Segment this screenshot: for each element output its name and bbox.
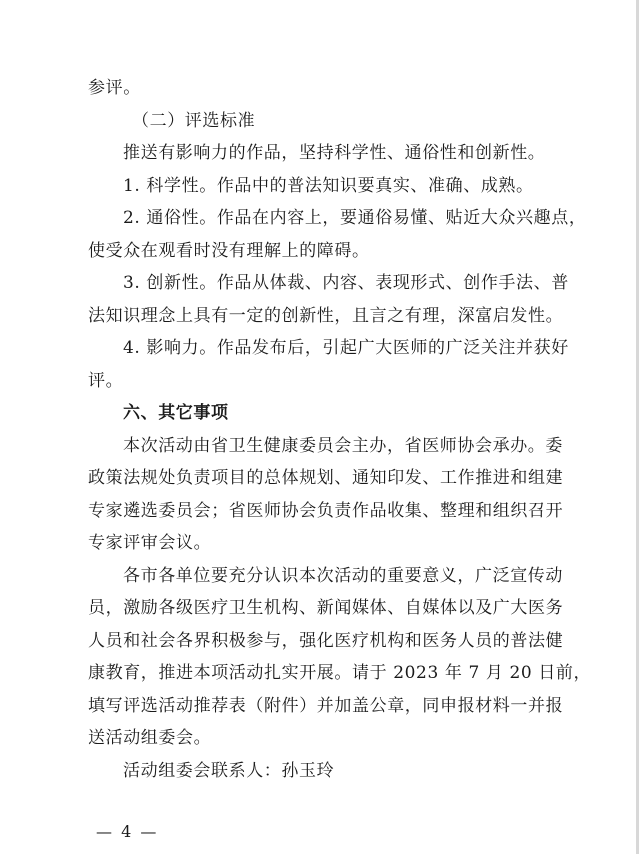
page-number: — 4 — <box>96 822 159 841</box>
text-line: 4. 影响力。作品发布后，引起广大医师的广泛关注并获好 <box>123 338 569 358</box>
text-line: 人员和社会各界积极参与，强化医疗机构和医务人员的普法健 <box>88 630 564 651</box>
text-line: 1. 科学性。作品中的普法知识要真实、准确、成熟。 <box>123 175 534 196</box>
text-line: 专家遴选委员会；省医师协会负责作品收集、整理和组织召开 <box>88 500 564 521</box>
text-line: 法知识理念上具有一定的创新性，且言之有理，深富启发性。 <box>88 305 564 326</box>
text-line: 各市各单位要充分认识本次活动的重要意义，广泛宣传动 <box>123 565 563 586</box>
text-line: 填写评选活动推荐表（附件）并加盖公章，同申报材料一并报 <box>88 695 564 716</box>
text-line: 推送有影响力的作品，坚持科学性、通俗性和创新性。 <box>123 143 546 163</box>
text-line: 使受众在观看时没有理解上的障碍。 <box>88 240 370 261</box>
text-line: 康教育，推进本项活动扎实开展。请于 2023 年 7 月 20 日前， <box>88 663 592 683</box>
text-line: 送活动组委会。 <box>88 728 212 748</box>
text-line: 政策法规处负责项目的总体规划、通知印发、工作推进和组建 <box>88 468 564 488</box>
text-line: 参评。 <box>88 78 141 98</box>
subsection-heading: （二）评选标准 <box>132 110 256 131</box>
document-body <box>88 72 592 787</box>
text-line: 评。 <box>88 370 124 391</box>
section-heading: 六、其它事项 <box>123 403 229 423</box>
text-line: 2. 通俗性。作品在内容上，要通俗易懂、贴近大众兴趣点， <box>123 208 587 228</box>
text-line: 活动组委会联系人：孙玉玲 <box>123 760 335 781</box>
text-line: 3. 创新性。作品从体裁、内容、表现形式、创作手法、普 <box>123 273 569 293</box>
text-line: 专家评审会议。 <box>88 533 212 553</box>
text-line: 员，激励各级医疗卫生机构、新闻媒体、自媒体以及广大医务 <box>88 598 564 618</box>
text-line: 本次活动由省卫生健康委员会主办，省医师协会承办。委 <box>123 435 563 456</box>
